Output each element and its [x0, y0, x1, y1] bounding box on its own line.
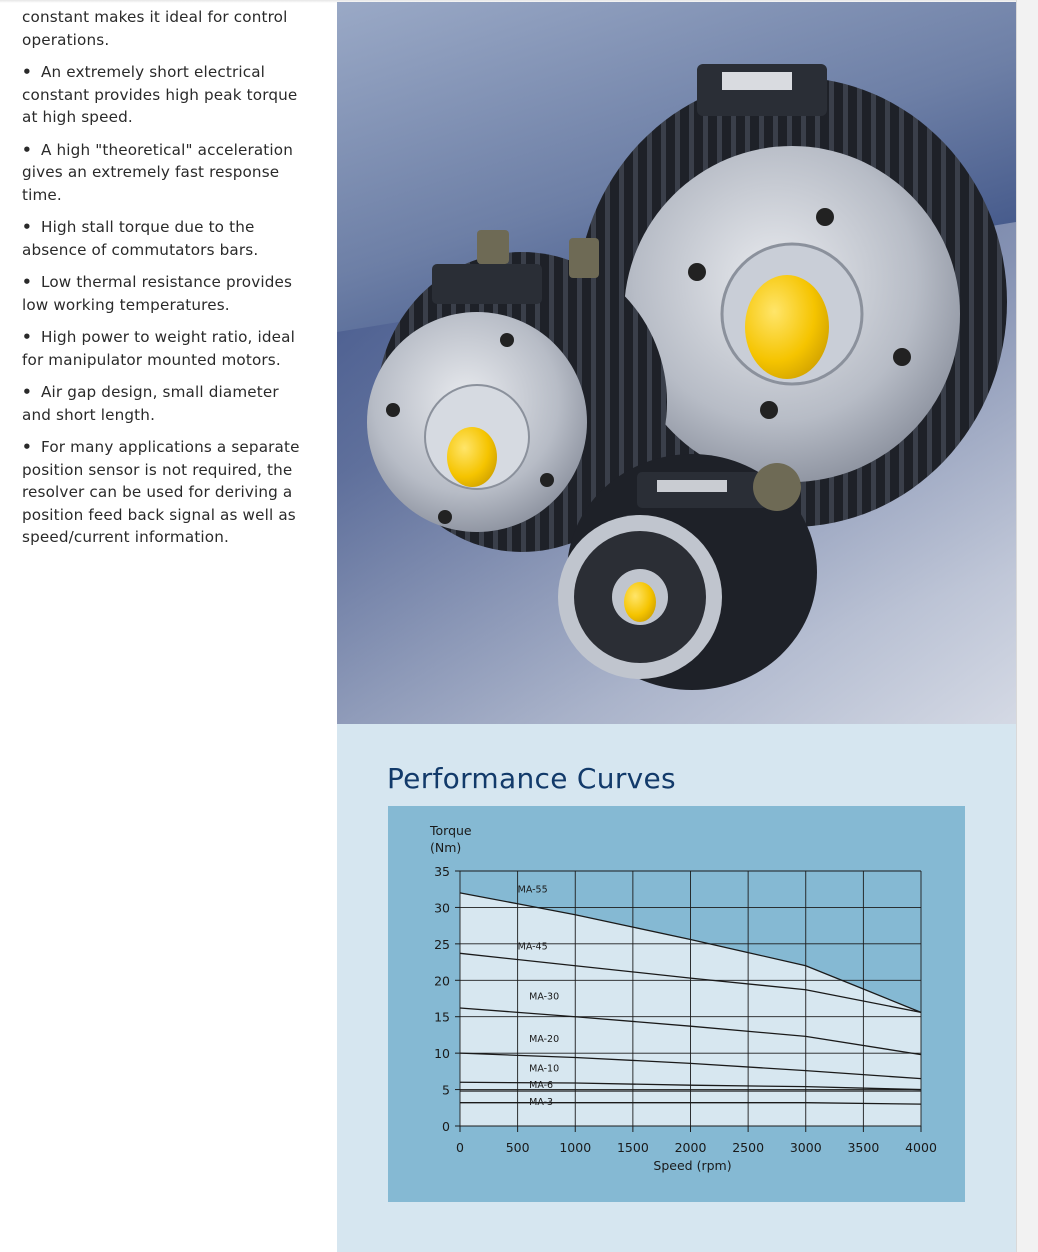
y-tick-label: 25	[434, 936, 450, 952]
bullet-item	[22, 139, 310, 207]
series-label: MA-20	[529, 1033, 560, 1045]
performance-panel	[337, 724, 1016, 1252]
y-tick-label: 35	[434, 864, 450, 879]
bullet-text: Low thermal resistance provides low working temperatures.	[22, 273, 293, 314]
feature-text-column	[22, 6, 310, 559]
scrollbar[interactable]	[1016, 0, 1038, 1252]
series-label: MA-55	[517, 884, 548, 896]
x-tick-label: 2000	[674, 1140, 707, 1155]
y-tick-label: 15	[434, 1009, 450, 1025]
series-label: MA-10	[529, 1063, 560, 1075]
x-tick-label: 1500	[616, 1140, 649, 1155]
bullet-item	[22, 216, 310, 261]
y-axis-label: (Nm)	[430, 840, 462, 855]
bullet-dot: •	[22, 218, 32, 236]
chart-box	[388, 806, 965, 1202]
y-tick-label: 30	[434, 900, 450, 916]
bullet-item	[22, 381, 310, 426]
bullet-item	[22, 61, 310, 129]
motors-illustration	[337, 2, 1016, 724]
bullet-item	[22, 271, 310, 316]
bullet-dot: •	[22, 140, 32, 159]
x-tick-label: 500	[505, 1140, 530, 1155]
x-tick-label: 3500	[847, 1140, 880, 1155]
bullet-item	[22, 436, 310, 549]
series-label: MA-30	[529, 991, 560, 1003]
motors-product-photo	[337, 2, 1016, 724]
intro-paragraph: constant makes it ideal for control operations.	[22, 8, 288, 49]
bullet-text: High power to weight ratio, ideal for manipulator mounted motors.	[22, 328, 295, 369]
section-heading: Performance Curves	[387, 762, 676, 795]
series-label: MA-3	[529, 1097, 554, 1109]
bullet-dot: •	[22, 273, 32, 291]
x-tick-label: 2500	[732, 1140, 765, 1155]
series-label: MA-45	[517, 941, 548, 953]
y-tick-label: 10	[434, 1046, 450, 1062]
performance-chart	[388, 806, 965, 1202]
bullet-dot: •	[22, 63, 32, 81]
x-axis-label: Speed (rpm)	[653, 1158, 732, 1173]
bullet-text: High stall torque due to the absence of commutators bars.	[22, 218, 259, 259]
x-tick-label: 4000	[905, 1140, 937, 1155]
bullet-dot: •	[22, 383, 32, 401]
x-tick-label: 3000	[789, 1140, 822, 1155]
y-tick-label: 0	[442, 1119, 450, 1134]
bullet-item	[22, 326, 310, 371]
y-tick-label: 5	[442, 1082, 450, 1098]
bullet-dot: •	[22, 438, 32, 456]
series-label: MA-6	[529, 1079, 554, 1091]
y-axis-label: Torque	[430, 823, 472, 838]
bullet-text: An extremely short electrical constant provides high peak torque at high speed.	[22, 63, 298, 126]
bullet-text: For many applications a separate position sensor is not required, the resolver can be used for deriving a position feed back signal as well as speed/current information.	[22, 438, 300, 546]
bullet-dot: •	[22, 328, 32, 346]
x-tick-label: 0	[456, 1140, 464, 1155]
bullet-text: A high "theoretical" acceleration gives an extremely fast response time.	[22, 140, 293, 204]
x-tick-label: 1000	[559, 1140, 592, 1155]
y-tick-label: 20	[434, 973, 450, 989]
bullet-text: Air gap design, small diameter and short length.	[22, 383, 279, 424]
